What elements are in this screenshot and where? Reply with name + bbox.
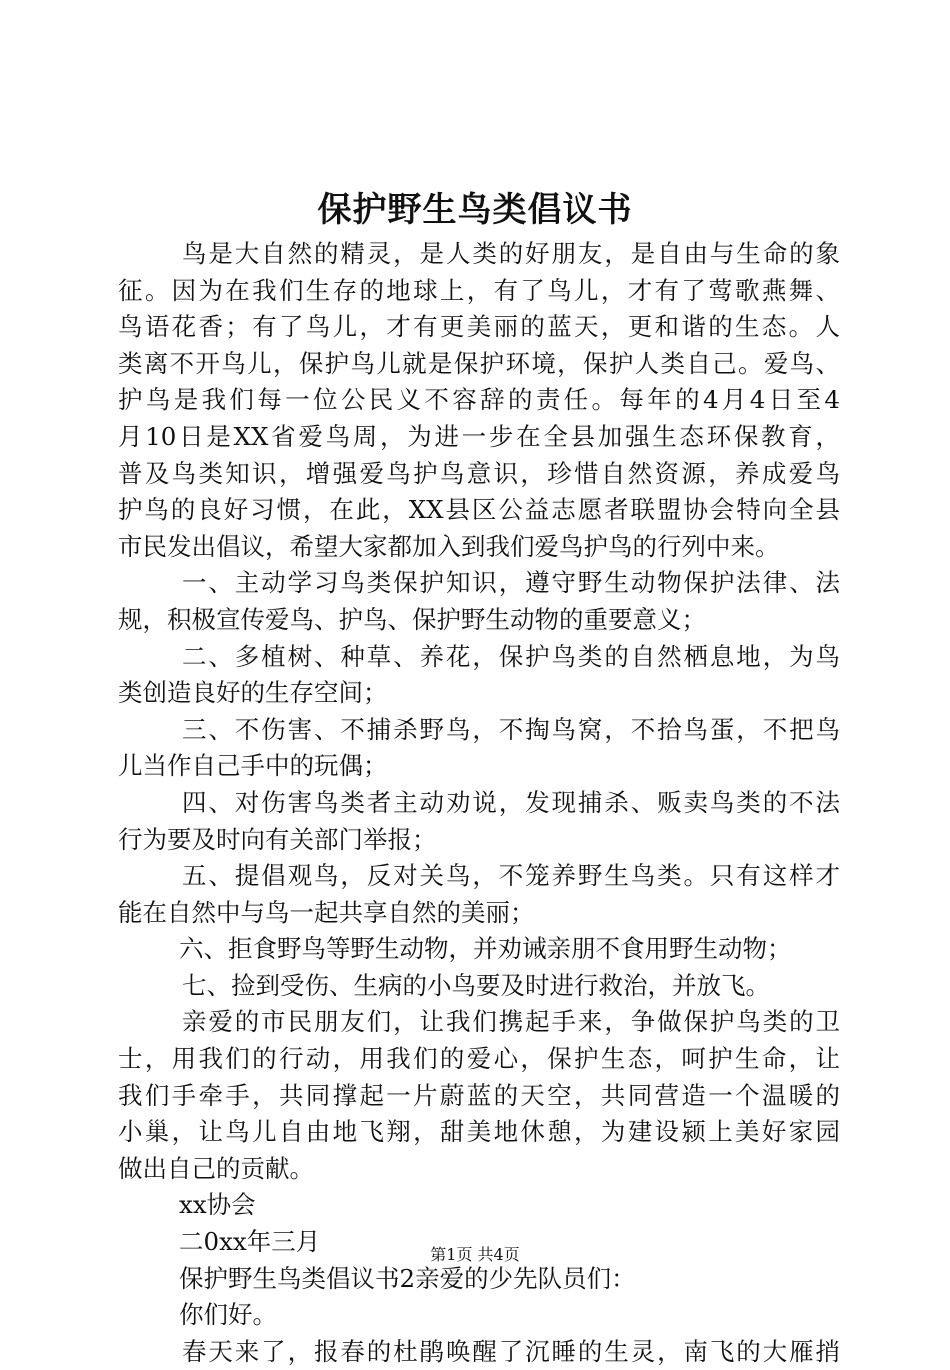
signature-org: xx协会 (179, 1190, 256, 1220)
paragraph-line: 类离不开鸟儿，保护鸟儿就是保护环境，保护人类自己。爱鸟、 (118, 348, 840, 378)
paragraph-line: 七、捡到受伤、生病的小鸟要及时进行救治，并放飞。 (182, 970, 770, 1000)
paragraph-line: 鸟语花香；有了鸟儿，才有更美丽的蓝天，更和谐的生态。人 (118, 312, 840, 342)
paragraph-line: 一、主动学习鸟类保护知识，遵守野生动物保护法律、法 (182, 568, 840, 598)
paragraph-line: 士，用我们的行动，用我们的爱心，保护生态，呵护生命，让 (118, 1044, 840, 1074)
paragraph-line: 市民发出倡议，希望大家都加入到我们爱鸟护鸟的行列中来。 (118, 531, 780, 561)
paragraph-line: 保护野生鸟类倡议书2亲爱的少先队员们： (179, 1263, 636, 1293)
paragraph-line: 征。因为在我们生存的地球上，有了鸟儿，才有了莺歌燕舞、 (118, 275, 840, 305)
paragraph-line: 三、不伤害、不捕杀野鸟，不掏鸟窝，不拾鸟蛋，不把鸟 (182, 714, 840, 744)
paragraph-line: 儿当作自己手中的玩偶； (118, 751, 388, 781)
paragraph-line: 规，积极宣传爱鸟、护鸟、保护野生动物的重要意义； (118, 604, 706, 634)
page-number: 第1页 共4页 (430, 1245, 520, 1264)
paragraph-line: 我们手牵手，共同撑起一片蔚蓝的天空，共同营造一个温暖的 (118, 1080, 840, 1110)
paragraph-line: 小巢，让鸟儿自由地飞翔，甜美地休憩，为建设颍上美好家园 (118, 1117, 840, 1147)
paragraph-line: 春天来了，报春的杜鹃唤醒了沉睡的生灵，南飞的大雁捎 (182, 1336, 840, 1366)
paragraph-line: 鸟是大自然的精灵，是人类的好朋友，是自由与生命的象 (182, 239, 840, 268)
paragraph-line: 护鸟的良好习惯，在此，XX县区公益志愿者联盟协会特向全县 (118, 495, 840, 525)
paragraph-line: 能在自然中与鸟一起共享自然的美丽； (118, 897, 535, 927)
document-title: 保护野生鸟类倡议书 (317, 190, 633, 230)
paragraph-line: 月10日是XX省爱鸟周，为进一步在全县加强生态环保教育， (118, 421, 840, 451)
document-body (118, 236, 840, 1370)
paragraph-line: 普及鸟类知识，增强爱鸟护鸟意识，珍惜自然资源，养成爱鸟 (118, 458, 840, 488)
signature-date: 二0xx年三月 (179, 1227, 321, 1257)
paragraph-line: 四、对伤害鸟类者主动劝说，发现捕杀、贩卖鸟类的不法 (182, 787, 840, 817)
paragraph-line: 做出自己的贡献。 (118, 1153, 314, 1183)
paragraph-line: 六、拒食野鸟等野生动物，并劝诫亲朋不食用野生动物； (179, 934, 792, 964)
paragraph-line: 二、多植树、种草、养花，保护鸟类的自然栖息地，为鸟 (182, 641, 840, 671)
paragraph-line: 五、提倡观鸟，反对关鸟，不笼养野生鸟类。只有这样才 (182, 861, 840, 891)
paragraph-line: 护鸟是我们每一位公民义不容辞的责任。每年的4月4日至4 (118, 385, 840, 415)
paragraph-line: 你们好。 (179, 1300, 277, 1330)
paragraph-line: 亲爱的市民朋友们，让我们携起手来，争做保护鸟类的卫 (182, 1007, 840, 1037)
paragraph-line: 类创造良好的生存空间； (118, 678, 388, 708)
paragraph-line: 行为要及时向有关部门举报； (118, 824, 437, 854)
